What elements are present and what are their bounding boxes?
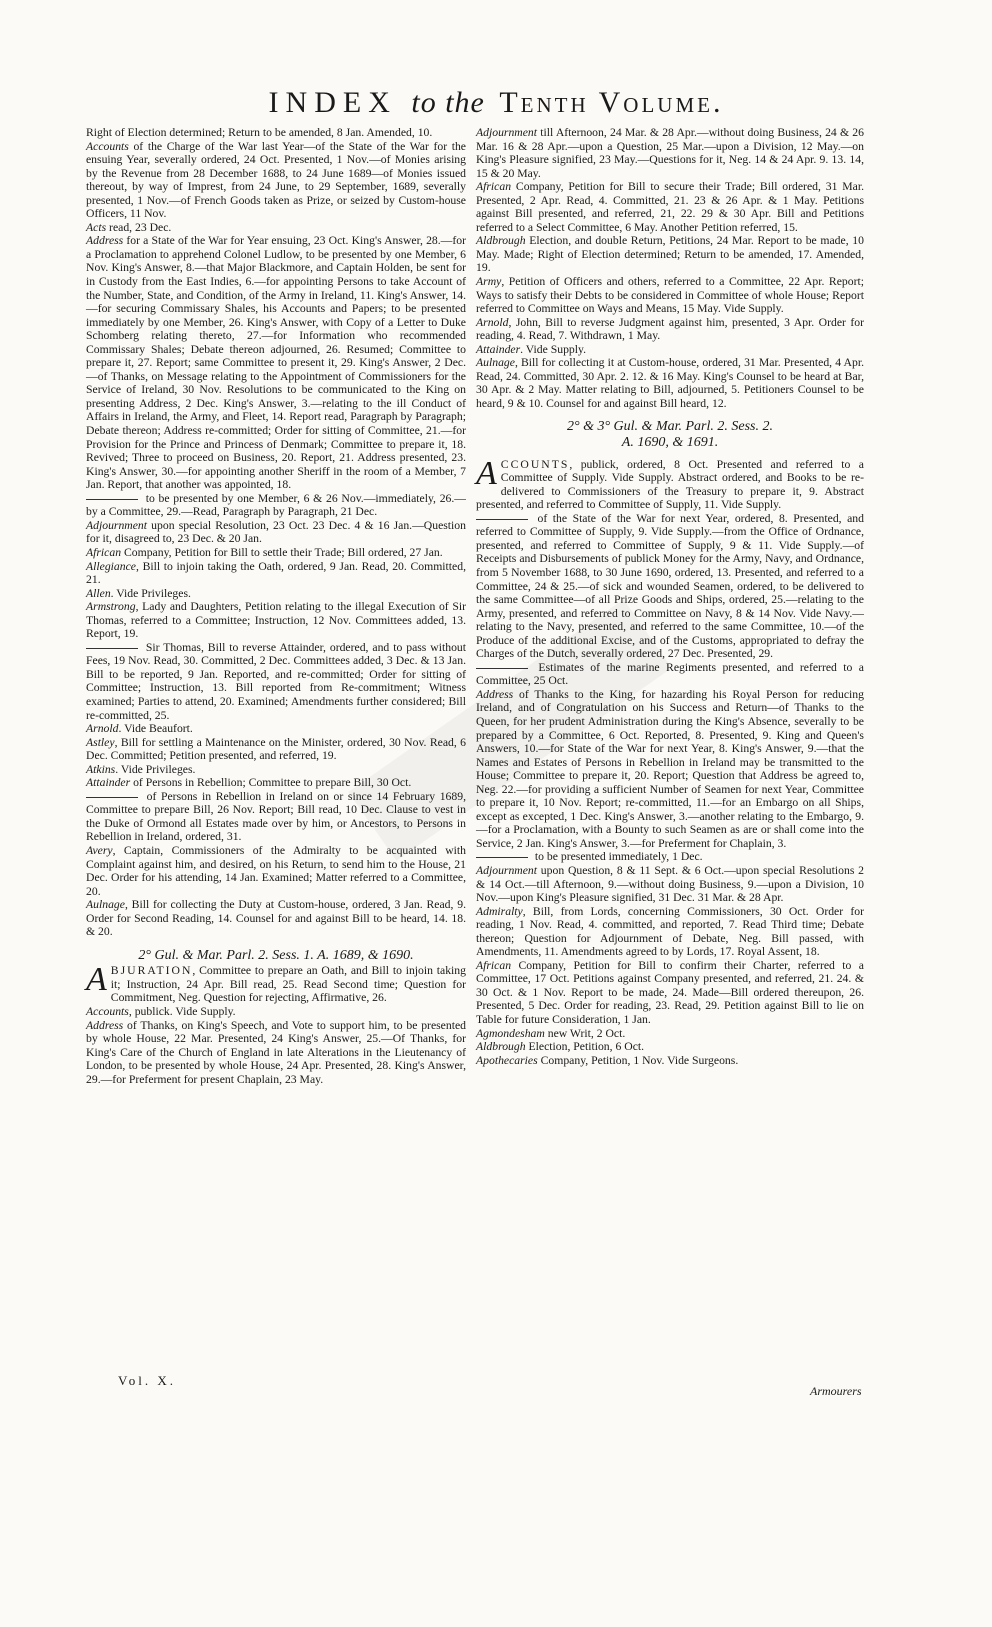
index-entry: [476, 661, 864, 688]
entry-text: Election, Petition, 6 Oct.: [525, 1040, 645, 1054]
index-entry: [86, 763, 466, 777]
index-entry: [86, 1005, 466, 1019]
entry-text: , Bill to injoin taking the Oath, ordered, 9 Jan. Read, 20. Committed, 21.: [86, 559, 466, 587]
catchword: Armourers: [810, 1384, 862, 1398]
entry-text: , Bill, from Lords, concerning Commissioners, 30 Oct. Order for reading, 1 Nov. Read, 4. committed, and reported, 7. Read Third time; Debate thereon; Question for Adjournment of Debate, Neg. Bill passed, with Amendments, 11. Amendments agreed to by Lords, 17. Royal Assent, 18.: [476, 904, 864, 959]
entry-text: of Thanks to the King, for hazarding his Royal Person for reducing Ireland, and of Congratulation on his Success and Return—of Thanks to the Queen, for her prudent Administration during the King's Absence, severally to be prepared by a Committee, 6 Oct. Reported, 8. Presented, 9. King and Queen's Answers, 10.—for State of the War for next Year, 8. King's Answer, 9.—that the Names and Estates of Persons in Rebellion in Ireland may be transmitted to the House; Committee to prepare it, 20. Report; Question that Address be agreed to, Neg. 22.—for providing a sufficient Number of Seamen for next Year, Committee to prepare it, 10 Nov. Report; re-committed, 11.—for an Embargo on all Ships, except as excepted, 1 Dec. King's Answer, 3.—another relating to the Embargo, 9.—for a Proclamation, with a Bounty to such Seamen as are or shall come into the Service, 2 Jan. King's Answer, 3.—for Preferment for Chaplain, 3.: [476, 687, 864, 850]
index-entry: [86, 560, 466, 587]
entry-heading: Apothecaries: [476, 1053, 538, 1067]
index-entry: [86, 736, 466, 763]
index-entry: [476, 343, 864, 357]
entry-heading: Adjournment: [476, 126, 538, 139]
volume-footer: Vol. X.: [118, 1373, 176, 1388]
ditto-dash: [476, 668, 528, 669]
index-entry: [476, 356, 864, 410]
index-entry: [86, 600, 466, 641]
ditto-dash: [86, 648, 138, 649]
index-entry: [86, 641, 466, 722]
entry-text: new Writ, 2 Oct.: [544, 1026, 626, 1040]
index-entry: [86, 1019, 466, 1087]
entry-heading: Address: [476, 687, 514, 701]
entry-text: . Vide Privileges.: [110, 586, 191, 600]
entry-text: of the State of the War for next Year, ordered, 8. Presented, and referred to Committee of Supply, 9. Vide Supply.—from the Office of Ordnance, presented, and referred to Committee of Supply, 9 & 11. Vide Supply.—of Receipts and Disbursements of publick Money for the Army, Navy, and Ordnance, from 5 November 1688, to 30 June 1690, ordered, 13. Presented, and referred to a Committee, 24 & 25.—of sick and wounded Seamen, ordered, to be delivered to the same Committee—of all Prize Goods and Ships, ordered, 25.—relating to the Army, presented, and referred to Committee on Navy, 8 & 14 Nov. Vide Navy.—relating to the Navy, presented, and referred to the same Committee, 10.—of the Produce of the additional Excise, and of the Customs, appropriated to defray the Charges of the Dutch, severally ordered, 27 Dec. Presented, 29.: [476, 511, 864, 661]
index-entry: [476, 688, 864, 851]
index-entry: [476, 864, 864, 905]
entry-text: Election, and double Return, Petitions, 24 Mar. Report to be made, 10 May. Made; Right of Election determined; Return to be amended, 17. Amended, 19.: [476, 234, 864, 275]
entry-text: upon special Resolution, 23 Oct. 23 Dec. 4 & 16 Jan.—Question for it, disagreed to, 23 Dec. & 20 Jan.: [86, 518, 466, 546]
entry-text: , publick. Vide Supply.: [128, 1005, 236, 1018]
entry-text: for a State of the War for Year ensuing, 23 Oct. King's Answer, 28.—for a Proclamation to apprehend Colonel Ludlow, to be presented by one Member, 6 Nov. King's Answer, 8.—that Major Blackmore, and Captain Holden, be sent for in Custody from the East Indies, 6.—for appointing Persons to take Account of the Number, State, and Condition, of the Army in Ireland, 11. King's Answer, 14.—for securing Commissary Shales, his Accounts and Papers; to be presented immediately by one Member, 26. King's Answer, with Copy of a Letter to Duke Schomberg relating thereto, 27.—for Information who recommended Commissary Shales; Debate thereon adjourned, 26. Resumed; Committee to prepare it, 27. Report; same Committee to present it, 29. King's Answer, 2 Dec.—of Thanks, on Message relating to the Appointment of Commissioners for the Service of Ireland, 30 Nov. Resolutions to be communicated to the King on presenting Address, 2 Dec. King's Answer, 3.—relating to the ill Conduct of Affairs in Ireland, the Army, and Fleet, 14. Report read, Paragraph by Paragraph; Debate thereon; Address re-committed; Order for sitting of Committee, 21.—for Provision for the Prince and Princess of Denmark; Committee to prepare it, 18. Revived; Three to proceed on Business, 20. Report, 21. Address presented, 23. King's Answer, 30.—for appointing another Sheriff in the room of a Member, 7 Jan. Report, that another was appointed, 18.: [86, 234, 466, 492]
index-entry: [86, 587, 466, 601]
entry-text: of Thanks, on King's Speech, and Vote to support him, to be presented by whole House, 22 Mar. Presented, 24 King's Answer, 25.—Of Thanks, for King's Care of the Church of England in late Alterations in the Lieutenancy of London, to be presented by whole House, 24 Apr. Presented, 28. King's Answer, 29.—for Preferment for present Chaplain, 23 May.: [86, 1018, 466, 1086]
left-section-entries: [86, 1005, 466, 1086]
entry-text: Company, Petition, 1 Nov. Vide Surgeons.: [537, 1053, 739, 1067]
left-section-lead: [86, 961, 466, 1005]
entry-text: Estimates of the marine Regiments presented, and referred to a Committee, 25 Oct.: [476, 660, 864, 688]
entry-heading: Agmondesham: [476, 1026, 545, 1040]
index-entry: [476, 1054, 864, 1068]
entry-text: . Vide Beaufort.: [118, 722, 193, 736]
entry-heading: Attainder: [476, 342, 521, 356]
page-title: [0, 86, 992, 120]
left-lead-caps: BJURATION: [110, 964, 193, 978]
entry-text: Company, Petition for Bill to secure their Trade; Bill ordered, 31 Mar. Presented, 2 Apr. Read, 4. Committed, 21. 23 & 26 Apr. & 1 May. Petitions against Bill presented, and referred, 21, 22. 29 & 30 Apr. Bill and Petitions referred to a Select Committee, 6 May. Another Petition referred, 15.: [476, 180, 864, 234]
right-section-heading: 2° & 3° Gul. & Mar. Parl. 2. Sess. 2.: [566, 419, 774, 435]
index-entry: [86, 546, 466, 560]
entry-text: Sir Thomas, Bill to reverse Attainder, ordered, and to pass without Fees, 19 Nov. Read, 30. Committed, 2 Dec. Committees added, 3 Dec. & 13 Jan. Bill to be reported, 9 Jan. Reported, and re-committed; Order for sitting of Committee; Instruction, 13. Bill reported from Re-commitment; Witness examined; Parties to attend, 20. Examined; Amendments further considered; Bill re-committed, 25.: [86, 640, 466, 722]
title-to-the: to the: [411, 86, 485, 119]
entry-heading: African: [476, 180, 512, 194]
entry-heading: Allegiance: [86, 559, 136, 573]
entry-text: Company, Petition for Bill to confirm their Charter, referred to a Committee, 17 Oct. Petitions against Company presented, and referred, 21. 24. & 30 Oct. & 1 Nov. Report to be made, 24. Made—Bill ordered thereupon, 26. Presented, 5 Dec. Order for reading, 23. Read, 29. Petition against Bill to lie on Table for future Consideration, 1 Jan.: [476, 958, 864, 1026]
right-entries: [476, 126, 864, 410]
entry-text: of Persons in Rebellion; Committee to prepare Bill, 30 Oct.: [130, 776, 412, 790]
index-entry: [86, 722, 466, 736]
entry-text: to be presented immediately, 1 Dec.: [532, 850, 703, 864]
left-lead-text: , Committee to prepare an Oath, and Bill to injoin taking it; Instruction, 24 Apr. Bill read, 25. Read Second time; Question for Commitment, Neg. Question for rejecting, Affirmative, 26.: [110, 964, 466, 1005]
left-column: [86, 126, 466, 1086]
entry-heading: Aulnage: [86, 898, 125, 912]
ditto-dash: [86, 797, 138, 798]
entry-heading: African: [476, 958, 512, 972]
entry-heading: Arnold: [476, 315, 509, 329]
entry-heading: Acts: [86, 220, 107, 234]
right-lead-caps: CCOUNTS: [500, 457, 570, 471]
right-section-entries: [476, 512, 864, 1067]
entry-text: of the Charge of the War last Year—of the State of the War for the ensuing Year, severally ordered, 24 Oct. Presented, 1 Nov.—of Monies arising by the Revenue from 28 December 1688, to 24 June 1689—of Monies issued thereout, by way of Imprest, from 24 June, to 29 September, 1689, severally presented, 1 Nov.—of French Goods taken as Prize, or seized by Custom-house Officers, 11 Nov.: [86, 139, 466, 221]
entry-text: till Afternoon, 24 Mar. & 28 Apr.—without doing Business, 24 & 26 Mar. 16 & 28 Apr.—upon a Question, 25 Mar.—upon a Division, 12 May.—on King's Pleasure signified, 23 May.—Questions for it, Neg. 14 & 24 Apr. 9. 13. 14, 15 & 20 May.: [476, 126, 864, 180]
index-entry: [86, 898, 466, 939]
entry-text: Company, Petition for Bill to settle their Trade; Bill ordered, 27 Jan.: [121, 545, 443, 559]
entry-text: of Persons in Rebellion in Ireland on or since 14 February 1689, Committee to prepare Bill, 26 Nov. Report; Bill read, 10 Dec. Clause to vest in the Duke of Ormond all Estates made over by him, or Ancestors, to Persons in Rebellion in Ireland, ordered, 31.: [86, 789, 466, 844]
index-entry: [86, 776, 466, 790]
ditto-dash: [476, 857, 528, 858]
entry-heading: African: [86, 545, 122, 559]
index-entry: [476, 126, 864, 180]
entry-heading: Accounts: [86, 139, 129, 153]
left-entries: [86, 126, 466, 939]
entry-text: , Bill for collecting the Duty at Custom-house, ordered, 3 Jan. Read, 9. Order for Second Reading, 14. Counsel for and against Bill to be heard, 14. 18. & 20.: [86, 898, 466, 939]
entry-text: read, 23 Dec.: [106, 220, 172, 234]
entry-text: upon Question, 8 & 11 Sept. & 6 Oct.—upon special Resolutions 2 & 14 Oct.—till Afternoon, 9.—without doing Business, 9.—upon a Division, 10 Nov.—upon King's Pleasure signified, 31 Dec. 31 Mar. & 28 Apr.: [476, 863, 864, 905]
entry-text: , John, Bill to reverse Judgment against him, presented, 3 Apr. Order for reading, 4. Read, 7. Withdrawn, 1 May.: [476, 315, 864, 343]
entry-heading: Avery: [86, 843, 113, 857]
index-entry: [86, 221, 466, 235]
index-entry: [476, 275, 864, 316]
entry-text: , Lady and Daughters, Petition relating to the illegal Execution of Sir Thomas, referred to a Committee; Instruction, 12 Nov. Committees added, 13. Report, 19.: [86, 600, 466, 641]
entry-text: , Captain, Commissioners of the Admiralty to be acquainted with Complaint against him, and desired, on his Return, to send him to the House, 21 Dec. Order for his attending, 14 Jan. Examined; Matter referred to a Committee, 20.: [86, 843, 466, 898]
index-entry: [86, 234, 466, 491]
index-entry: [476, 512, 864, 661]
title-index: INDEX: [268, 86, 397, 119]
entry-heading: Aulnage: [476, 356, 515, 370]
title-volume: Tenth Volume.: [499, 86, 724, 119]
left-dropcap: A: [86, 961, 107, 999]
index-entry: [86, 844, 466, 898]
right-column: [476, 126, 864, 1067]
right-lead-text: , publick, ordered, 8 Oct. Presented and referred to a Committee of Supply. Vide Supply. Abstract ordered, and Books to be re-delivered to Commissioners of the Treasury to prepare it, 9. Abstract presented, and referred to Committee of Supply, 11. Vide Supply.: [476, 457, 864, 512]
index-entry: [476, 905, 864, 959]
entry-text: . Vide Privileges.: [115, 762, 196, 776]
index-entry: [86, 519, 466, 546]
entry-heading: Attainder: [86, 776, 131, 790]
index-entry: [86, 140, 466, 221]
index-entry: [476, 180, 864, 234]
right-section-heading-year: A. 1690, & 1691.: [621, 435, 719, 451]
entry-heading: Atkins: [86, 762, 116, 776]
index-entry: [86, 126, 466, 140]
index-entry: [86, 790, 466, 844]
entry-heading: Admiralty: [476, 904, 523, 918]
index-entry: [476, 1027, 864, 1041]
index-entry: [476, 850, 864, 864]
index-entry: [476, 1040, 864, 1054]
right-section-lead: [476, 454, 864, 512]
entry-heading: Aldbrough: [476, 1040, 526, 1054]
entry-text: , Bill for settling a Maintenance on the Minister, ordered, 30 Nov. Read, 6 Dec. Committed; Petition presented, and referred, 19.: [86, 735, 466, 763]
entry-text: Right of Election determined; Return to be amended, 8 Jan. Amended, 10.: [86, 126, 433, 139]
right-dropcap: A: [476, 454, 497, 492]
entry-text: , Petition of Officers and others, referred to a Committee, 22 Apr. Report; Ways to satisfy their Debts to be considered in Committee of whole House; Report referred to Committee on Ways and Means, 15 May. Vide Supply.: [476, 275, 864, 316]
ditto-dash: [476, 519, 528, 520]
entry-heading: Allen: [86, 586, 111, 600]
index-entry: [86, 492, 466, 519]
index-entry: [476, 234, 864, 275]
entry-heading: Astley: [86, 735, 115, 749]
entry-heading: Army: [476, 275, 502, 289]
index-entry: [476, 316, 864, 343]
entry-heading: Adjournment: [86, 518, 148, 532]
ditto-dash: [86, 499, 138, 500]
entry-heading: Armstrong: [86, 600, 136, 614]
entry-text: . Vide Supply.: [520, 342, 587, 356]
entry-text: to be presented by one Member, 6 & 26 Nov.—immediately, 26.—by a Committee, 29.—Read, Paragraph by Paragraph, 21 Dec.: [86, 491, 466, 519]
entry-heading: Aldbrough: [476, 234, 526, 248]
index-entry: [476, 959, 864, 1027]
entry-text: , Bill for collecting it at Custom-house, ordered, 31 Mar. Presented, 4 Apr. Read, 24. Committed, 30 Apr. 2. 12. & 16 May. King's Counsel to be heard at Bar, 30 Apr. & 2 May. Matter relating to Bill, adjourned, 5. Petitioners Counsel to be heard, 9 & 10. Counsel for and against Bill heard, 12.: [476, 356, 864, 410]
entry-heading: Address: [86, 1018, 124, 1032]
entry-heading: Accounts: [86, 1005, 129, 1018]
left-section-heading: 2° Gul. & Mar. Parl. 2. Sess. 1. A. 1689, & 1690.: [138, 947, 414, 963]
entry-heading: Address: [86, 234, 124, 248]
entry-heading: Arnold: [86, 722, 119, 736]
entry-heading: Adjournment: [476, 863, 538, 877]
